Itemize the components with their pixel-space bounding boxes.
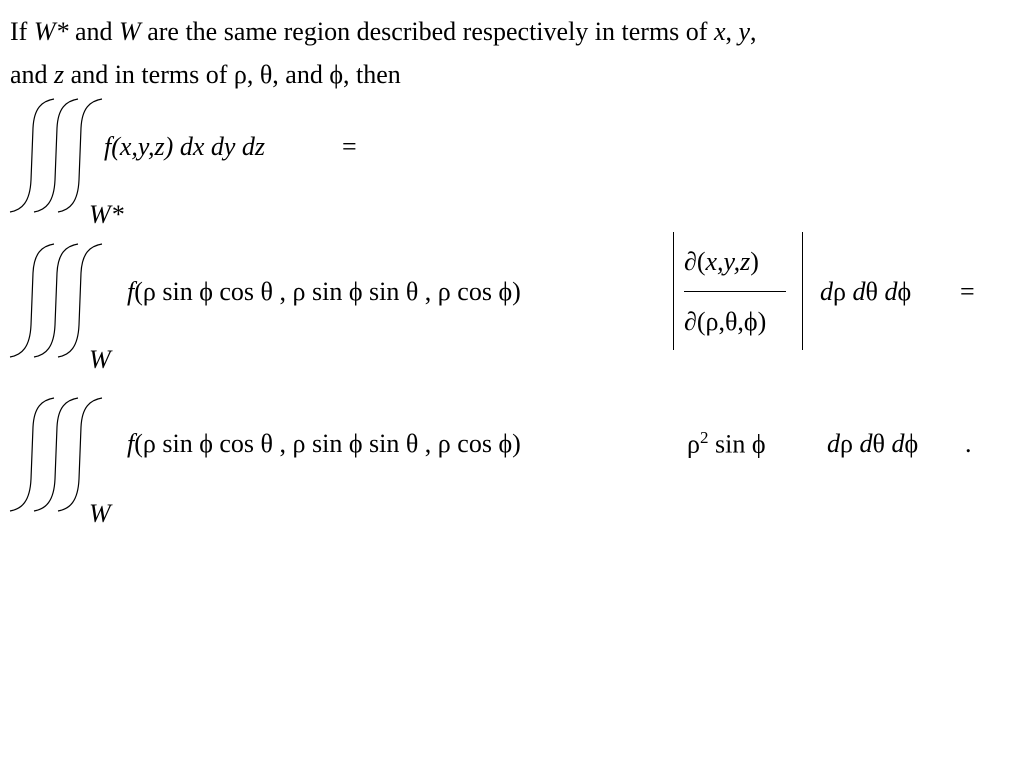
theta: θ bbox=[872, 429, 892, 458]
intro-text: and bbox=[68, 17, 120, 46]
jacobian-abs-right-bar bbox=[802, 232, 803, 350]
func-f: f bbox=[104, 132, 112, 161]
d: d bbox=[884, 277, 898, 306]
intro-line-2 bbox=[10, 53, 1010, 96]
equals-sign: = bbox=[960, 277, 975, 306]
partial-symbol: ∂( bbox=[684, 247, 706, 276]
sin-phi: sin ϕ bbox=[708, 429, 766, 459]
theta: θ bbox=[865, 277, 885, 306]
intro-text: If bbox=[10, 17, 34, 46]
var-x: x bbox=[713, 17, 726, 46]
integration-region-w-star: W* bbox=[89, 200, 124, 229]
intro-text: , bbox=[750, 17, 757, 46]
jacobian-abs-left-bar bbox=[673, 232, 674, 350]
intro-text: are the same region described respectively in terms of bbox=[140, 17, 714, 46]
intro-paragraph bbox=[10, 10, 1010, 96]
d: d bbox=[852, 277, 866, 306]
func-args: (x,y,z) dx dy dz bbox=[111, 132, 266, 161]
phi: ϕ bbox=[904, 429, 919, 458]
exponent: 2 bbox=[699, 428, 709, 447]
d: d bbox=[891, 429, 905, 458]
integration-region-w: W bbox=[89, 499, 111, 528]
func-args: (ρ sin ϕ cos θ , ρ sin ϕ sin θ , ρ cos ϕ) bbox=[134, 429, 521, 458]
intro-text: and bbox=[10, 60, 55, 89]
func-args: (ρ sin ϕ cos θ , ρ sin ϕ sin θ , ρ cos ϕ) bbox=[134, 277, 521, 306]
d: d bbox=[820, 277, 833, 306]
var-z: z bbox=[54, 60, 65, 89]
integrand-spherical bbox=[127, 276, 521, 307]
differential-volume bbox=[820, 276, 911, 307]
equals-sign: = bbox=[342, 132, 357, 161]
d: d bbox=[827, 429, 840, 458]
jacobian-denominator: ∂(ρ,θ,ϕ) bbox=[684, 307, 767, 336]
intro-text: , bbox=[725, 17, 739, 46]
jacobian-value bbox=[687, 428, 766, 460]
jacobian-vars: x,y,z bbox=[705, 247, 751, 276]
rho: ρ bbox=[840, 429, 860, 458]
jacobian-numerator bbox=[684, 246, 759, 277]
jacobian-fraction-bar bbox=[684, 291, 786, 292]
integrand-spherical bbox=[127, 428, 521, 459]
func-f: f bbox=[127, 277, 135, 306]
var-w: W bbox=[119, 17, 141, 46]
var-w-star: W* bbox=[33, 17, 69, 46]
period: . bbox=[965, 429, 972, 458]
intro-line-1 bbox=[10, 10, 1010, 53]
d: d bbox=[859, 429, 873, 458]
func-f: f bbox=[127, 429, 135, 458]
paren: ) bbox=[750, 247, 759, 276]
phi: ϕ bbox=[897, 277, 912, 306]
intro-text: and in terms of ρ, θ, and ϕ, then bbox=[64, 60, 401, 89]
var-y: y bbox=[738, 17, 751, 46]
rho: ρ bbox=[687, 429, 700, 459]
rho: ρ bbox=[833, 277, 853, 306]
integration-region-w: W bbox=[89, 345, 111, 374]
integrand-cartesian bbox=[104, 131, 265, 162]
differential-volume bbox=[827, 428, 918, 459]
